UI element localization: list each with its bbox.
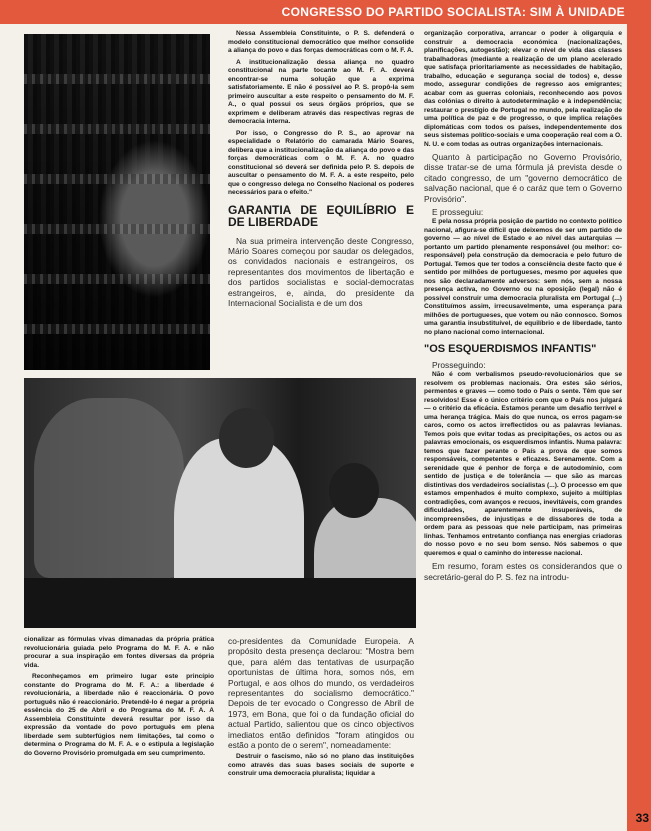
- column-2-bottom: [228, 636, 414, 782]
- paragraph: E pela nossa própria posição de partido no contexto político nacional, afigura-se difícil que deixemos de ser um partido de governo — ao nível de Estado e ao nível das autarquias — portanto um partido plenamente responsável (ou melhor: co-responsável) pela construção da democracia e pelo futuro de Portugal. Temos que ter todos a consciência deste facto que é sentido por milhões de portugueses, mesmo por aqueles que nos são declaradamente adversos: sem nós, sem a nossa presença activa, no Governo ou na oposição (legal) não é possível construir uma democracia pluralista em Portugal (...) Constituímos assim, irrecusavelmente, uma esperança para milhões de portugueses, que votem ou não connosco. Somos uma garantia insubstituível, de equilíbrio e de liberdade, tanto no plano nacional como internacional.: [424, 218, 622, 336]
- paragraph: Reconheçamos em primeiro lugar este princípio constante do Programa do M. F. A.: a liberdade é revolucionária, a liberdade não é reaccionária. O povo português não é reaccionário. Pretendê-lo é negar a própria essência do 25 de Abril e do Programa do M. F. A. A Assembleia Constituinte deverá resultar por isso da expressão da vontade do povo português em plena liberdade sem subterfúgios nem limitações, tal como o determina o Programa do M. F. A. e o estipula a legislação do Governo Provisório promulgada em seu cumprimento.: [24, 673, 214, 757]
- column-2-top: [228, 30, 414, 311]
- right-color-band: [627, 0, 651, 831]
- paragraph: E prosseguiu:: [432, 207, 484, 218]
- header-title: CONGRESSO DO PARTIDO SOCIALISTA: SIM À UNIDADE: [281, 5, 625, 19]
- page-number: 33: [635, 811, 649, 825]
- paragraph: Destruir o fascismo, não só no plano das instituições como através das suas bases sociais de suporte e construir uma democracia pluralista; liquidar a: [228, 753, 414, 778]
- paragraph: Não é com verbalismos pseudo-revolucionários que se resolvem os problemas nacionais. Ora estes são sérios, permentes e graves — como todo o País o sente. Têm que ser resolvidos! Esse é o único critério com que o País nos julgará — o critério da eficácia. Estamos perante um desafio terrível e uma herança trágica. Mais do que nunca, os erros pagam-se caros, como os actos irreflectidos ou as palavras levianas. Temos pois que evitar todas as precipitações, os actos ou as palavras emocionais, os esquerdismos infantis. Numa palavra: temos que fazer perante o País a prova de que somos responsáveis, competentes e eficazes. Serenamente. Com a serenidade que é penhor de força e de autodomínio, com sentido de justiça e de tolerância — que são as marcas distintivas dos verdadeiros socialistas (...). O processo em que estamos empenhados é muito complexo, sujeito a múltiplas contradições, com avanços e recuos, inevitáveis, com grandes dificuldades, aparentemente insuperáveis, de incompreensões, de injustiças e de dissabores de toda a ordem para as pessoas que nele participam, nas primeiras linhas. Tenhamos entretanto confiança nas energias criadoras do nosso povo e no seu bom senso. Nós sabemos o que queremos e qual o caminho do interesse nacional.: [424, 371, 622, 557]
- section-heading-esquerdismos: "OS ESQUERDISMOS INFANTIS": [424, 343, 597, 356]
- paragraph: co-presidentes da Comunidade Europeia. A propósito desta presença declarou: "Mostra bem que, para além das tentativas de usurpação oportunistas de última hora, somos nós, em Portugal, e aos olhos do mundo, os verdadeiros representantes do socialismo democrático." Depois de ter evocado o Congresso de Abril de 1973, em Bona, que foi o da fundação oficial do actual Partido, salientou que os cinco objectivos imediatos então definidos "foram atingidos ou estão a ponto de o serem", nomeadamente:: [228, 636, 414, 751]
- paragraph: Quanto à participação no Governo Provisório, disse tratar-se de uma fórmula já prevista desde o citado congresso, de um "governo democrático de salvação nacional, que é o caráz que tem o Governo Provisório".: [424, 152, 622, 204]
- paragraph: Por isso, o Congresso do P. S., ao aprovar na especialidade o Relatório do camarada Mário Soares, delibera que a institucionalização da aliança do povo e das forças democráticas com o M. F. A. no quadro constitucional só deverá ser definida pelo P. S. depois de auscultar o pensamento do M. F. A. a este respeito, pelo que o congresso delega no Conselho Nacional os poderes necessários para o efeito.": [228, 129, 414, 196]
- congress-audience-photo: [24, 34, 210, 370]
- paragraph: Nessa Assembleia Constituinte, o P. S. defenderá o modelo constitucional democrático que melhor consolide a aliança do povo e das forças democráticas com o M. F. A.: [228, 30, 414, 54]
- delegates-seated-photo: [24, 378, 416, 628]
- column-3: [424, 30, 622, 585]
- paragraph: cionalizar as fórmulas vivas dimanadas da própria prática revolucionária guiada pelo Programa do M. F. A. e não procurar a sua inspiração em fontes diversas da própria vida.: [24, 636, 214, 669]
- paragraph: Em resumo, foram estes os considerandos que o secretário-geral do P. S. fez na introdu-: [424, 561, 622, 582]
- column-1-bottom: [24, 636, 214, 761]
- paragraph: Prosseguindo:: [432, 360, 486, 371]
- paragraph: Na sua primeira intervenção deste Congresso, Mário Soares começou por saudar os delegados, os convidados nacionais e estrangeiros, os representantes dos movimentos de libertação e dos partidos socialistas e social-democratas estrangeiros, e, ainda, do presidente da Internacional Socialista e de um dos: [228, 235, 414, 308]
- section-heading-equilibrio: GARANTIA DE EQUILÍBRIO E DE LIBERDADE: [228, 202, 414, 229]
- paragraph: A institucionalização dessa aliança no quadro constitucional na parte tocante ao M. F. A. deverá encontrar-se numa solução que a exprima satisfatoriamente. E não é possível ao P. S. propô-la sem primeiro auscultar a este respeito o pensamento do M. F. A., o qual possui os seus órgãos próprios, que se exprimem e deliberam através das respectivas regras de democracia interna.: [228, 58, 414, 125]
- paragraph: organização corporativa, arrancar o poder à oligarquia e construir a democracia económica (nacionalizações, planificações, autogestão); elevar o nível de vida das classes trabalhadoras (mediante a realização de um plano acelerado que satisfaça prioritariamente as necessidades de habitação, trabalho, educação e segurança social de todos) e, desse modo, assegurar condições de regresso aos emigrantes; acabar com as guerras coloniais, reconhecendo aos povos das colónias o direito à autodeterminação e à independência; restaurar o prestígio de Portugal no mundo, pela realização de uma política de paz e de progresso, o que implica relações diplomáticas com todos os países, independentemente dos seus sistemas político-sociais e uma cooperação real com a O. N. U. e com todas as outras organizações internacionais.: [424, 30, 622, 148]
